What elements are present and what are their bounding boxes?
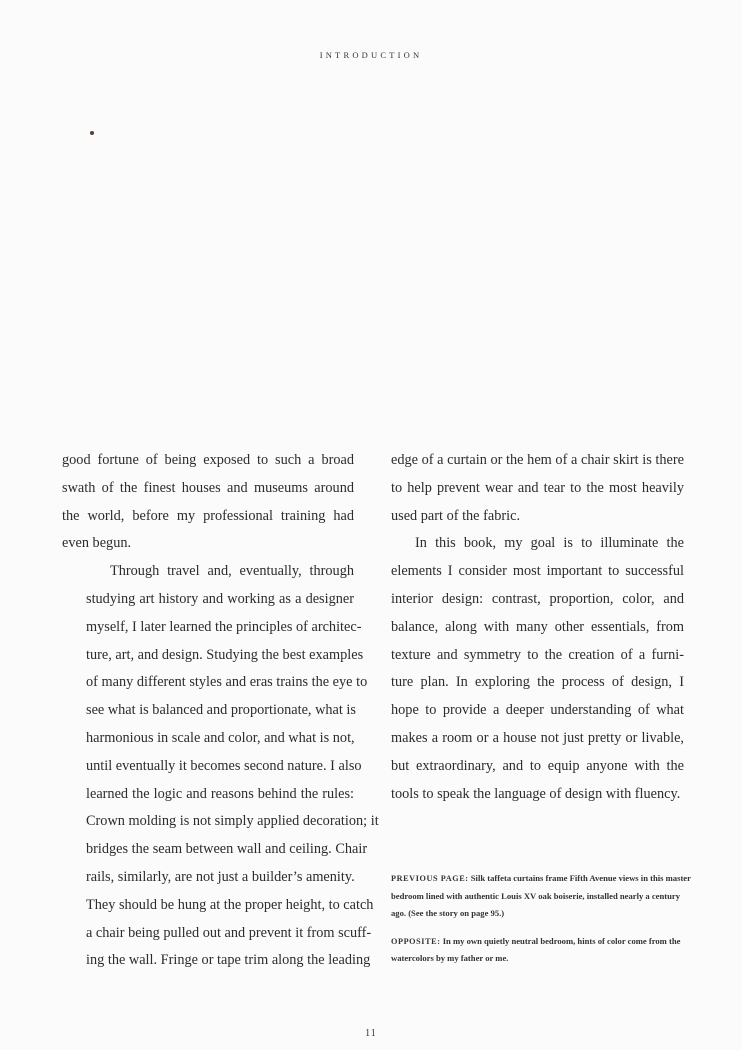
text-line: to help prevent wear and tear to the most heavily [391,479,684,496]
text-line: used part of the fabric. [391,507,521,524]
left-paragraph-2 [62,558,379,975]
caption-text: In my own quietly neutral bedroom, hints of color come from the watercolors by my father or me. [391,935,681,963]
caption-opposite [391,933,691,968]
text-line: see what is balanced and proportionate, what is [86,702,356,719]
caption-label: PREVIOUS PAGE: [391,874,469,883]
text-line: edge of a curtain or the hem of a chair skirt is there [391,452,684,468]
right-paragraph-1 [391,447,684,530]
text-line: the world, before my professional training had [62,507,354,524]
text-line: studying art history and working as a designer [86,590,354,607]
right-column [391,447,684,808]
captions [391,870,691,978]
right-paragraph-2 [391,530,684,808]
text-line: until eventually it becomes second nature. I also [86,757,362,774]
text-line: of many different styles and eras trains the eye to [86,674,368,691]
left-paragraph-1 [62,447,354,558]
text-line: swath of the finest houses and museums around [62,479,354,496]
text-line: myself, I later learned the principles of architec- [86,618,362,635]
page-number: 11 [365,1028,377,1039]
caption-label: OPPOSITE: [391,936,441,946]
text-line: elements I consider most important to successful [391,563,684,580]
text-line: balance, along with many other essentials, from [391,618,684,635]
text-line: makes a room or a house not just pretty or livable, [391,729,684,746]
text-line: Through travel and, eventually, through [110,563,354,580]
left-column [62,447,379,975]
print-speck [90,131,94,135]
text-line: Crown molding is not simply applied decoration; it [86,813,379,830]
running-head: INTRODUCTION [319,50,423,60]
text-line: interior design: contrast, proportion, color, and [391,590,684,607]
text-line: ture plan. In exploring the process of design, I [391,674,684,691]
text-line: bridges the seam between wall and ceiling. Chair [86,841,368,858]
text-line: rails, similarly, are not just a builder’s amenity. [86,868,355,885]
text-line: ture, art, and design. Studying the best examples [86,646,364,663]
text-line: texture and symmetry to the creation of a furni- [391,646,684,663]
text-line: They should be hung at the proper height, to catch [86,896,374,913]
caption-previous-page [391,870,691,923]
text-line: In this book, my goal is to illuminate the [415,535,684,552]
text-line: hope to provide a deeper understanding of what [391,702,684,719]
text-line: but extraordinary, and to equip anyone with the [391,757,684,774]
text-line: harmonious in scale and color, and what is not, [86,729,355,746]
text-line: good fortune of being exposed to such a broad [62,452,354,468]
text-line: a chair being pulled out and prevent it from scuff- [86,924,372,941]
text-line: learned the logic and reasons behind the rules: [86,785,354,802]
text-line: ing the wall. Fringe or tape trim along the leading [86,952,371,969]
text-line: even begun. [62,535,132,552]
text-line: tools to speak the language of design with fluency. [391,785,681,802]
caption-text: Silk taffeta curtains frame Fifth Avenue views in this master bedroom lined with authentic Louis XV oak boiserie, installed nearly a century ago. (See the story on page 95.) [391,873,691,918]
